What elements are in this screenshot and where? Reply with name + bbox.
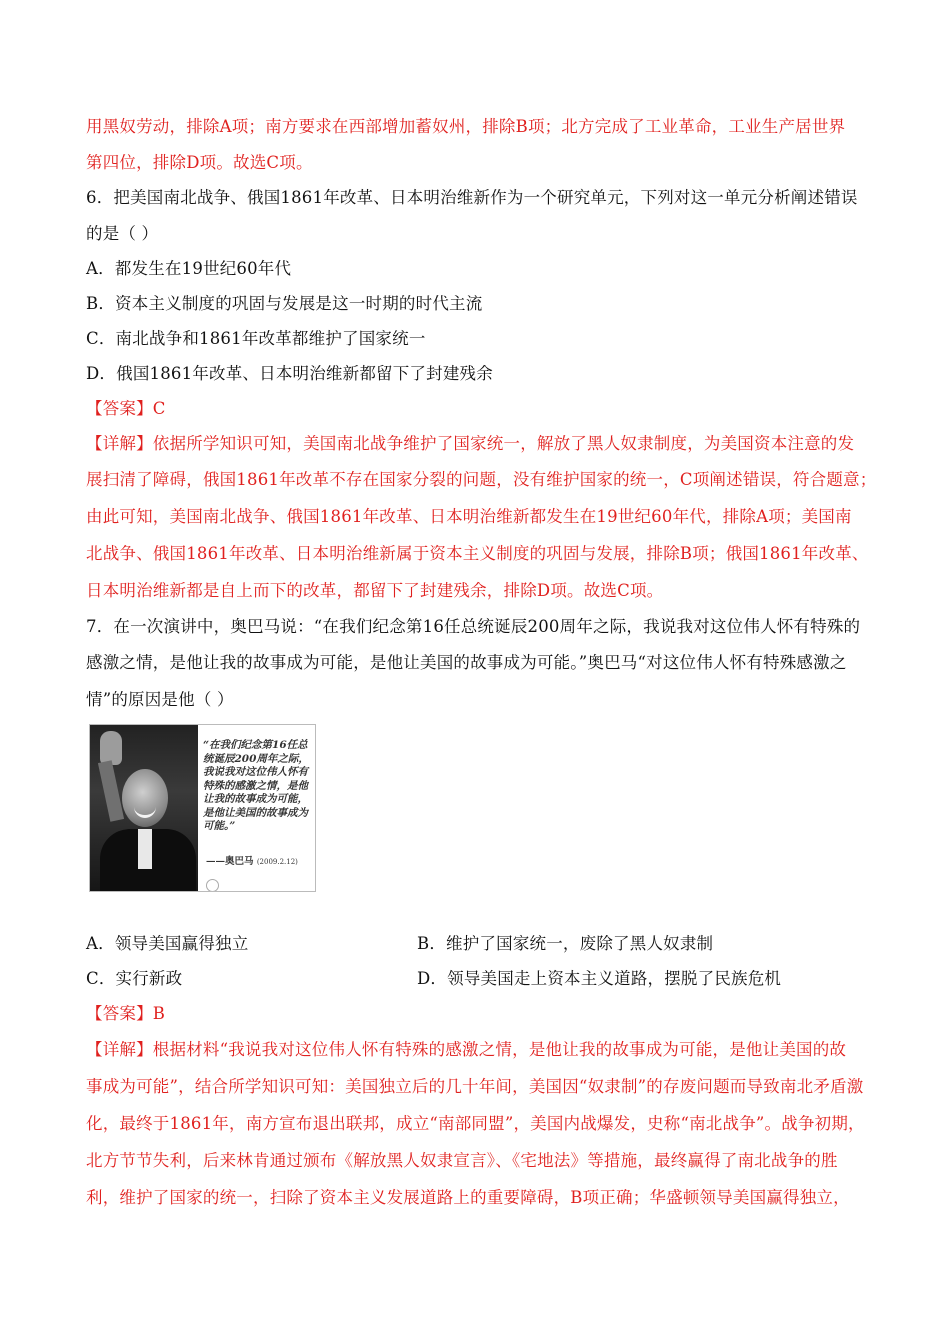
q6-answer: 【答案】C (86, 399, 166, 418)
signature-name: ——奥巴马 (206, 856, 254, 867)
obama-photo-figure (89, 724, 316, 892)
q7-analysis-line-5: 利，维护了国家的统一，扫除了资本主义发展道路上的重要障碍，B项正确；华盛顿领导美国赢得独立， (86, 1188, 850, 1207)
q7-stem-line-2: 感激之情，是他让我的故事成为可能，是他让美国的故事成为可能。”奥巴马“对这位伟人怀有特殊感激之 (86, 653, 847, 672)
q6-option-b: B．资本主义制度的巩固与发展是这一时期的时代主流 (86, 294, 483, 313)
q7-answer: 【答案】B (86, 1004, 166, 1023)
q7-analysis-line-1: 【详解】根据材料“我说我对这位伟人怀有特殊的感激之情，是他让我的故事成为可能，是他让美国的故 (86, 1040, 847, 1059)
q7-option-d: D．领导美国走上资本主义道路，摆脱了民族危机 (417, 969, 782, 988)
q7-analysis-line-2: 事成为可能”，结合所学知识可知：美国独立后的几十年间，美国因“奴隶制”的存废问题而导致南北矛盾激 (86, 1077, 864, 1096)
q6-stem-line-2: 的是（ ） (86, 224, 159, 243)
q7-stem-line-3: 情”的原因是他（ ） (86, 690, 234, 709)
photo-quote: “在我们纪念第16任总统诞辰200周年之际，我说我对这位伟人怀有特殊的感激之情，是他让我的故事成为可能，是他让美国的故事成为可能。” (203, 739, 309, 832)
q6-analysis-line-2: 展扫清了障碍，俄国1861年改革不存在国家分裂的问题，没有维护国家的统一，C项阐述错误，符合题意； (86, 470, 877, 489)
q6-option-d: D．俄国1861年改革、日本明治维新都留下了封建残余 (86, 364, 493, 383)
q7-analysis-line-3: 化，最终于1861年，南方宣布退出联邦，成立“南部同盟”，美国内战爆发，史称“南北战争”。战争初期， (86, 1114, 865, 1133)
q7-stem-line-1: 7．在一次演讲中，奥巴马说：“在我们纪念第16任总统诞辰200周年之际，我说我对这位伟人怀有特殊的 (86, 617, 861, 636)
photo-signature (206, 853, 298, 867)
watermark-icon (206, 879, 219, 892)
intro-line-2: 第四位，排除D项。故选C项。 (86, 153, 313, 172)
q6-analysis-line-3: 由此可知，美国南北战争、俄国1861年改革、日本明治维新都发生在19世纪60年代，排除A项；美国南 (86, 507, 852, 526)
signature-date: (2009.2.12) (256, 858, 298, 866)
q6-analysis-line-5: 日本明治维新都是自上而下的改革，都留下了封建残余，排除D项。故选C项。 (86, 581, 664, 600)
portrait-head (122, 769, 168, 827)
q7-option-a: A．领导美国赢得独立 (86, 934, 249, 953)
q6-analysis-line-4: 北战争、俄国1861年改革、日本明治维新属于资本主义制度的巩固与发展，排除B项；俄国1861年改革、 (86, 544, 869, 563)
q6-stem-line-1: 6．把美国南北战争、俄国1861年改革、日本明治维新作为一个研究单元，下列对这一单元分析阐述错误 (86, 188, 858, 207)
q7-option-c: C．实行新政 (86, 969, 183, 988)
q6-option-a: A．都发生在19世纪60年代 (86, 259, 292, 278)
intro-line-1: 用黑奴劳动，排除A项；南方要求在西部增加蓄奴州，排除B项；北方完成了工业革命，工业生产居世界 (86, 117, 846, 136)
q7-analysis-line-4: 北方节节失利，后来林肯通过颁布《解放黑人奴隶宣言》、《宅地法》等措施，最终赢得了南北战争的胜 (86, 1151, 838, 1170)
q7-option-b: B．维护了国家统一，废除了黑人奴隶制 (417, 934, 714, 953)
q6-analysis-line-1: 【详解】依据所学知识可知，美国南北战争维护了国家统一，解放了黑人奴隶制度，为美国资本注意的发 (86, 434, 855, 453)
q6-option-c: C．南北战争和1861年改革都维护了国家统一 (86, 329, 426, 348)
portrait-shirt (138, 829, 152, 869)
